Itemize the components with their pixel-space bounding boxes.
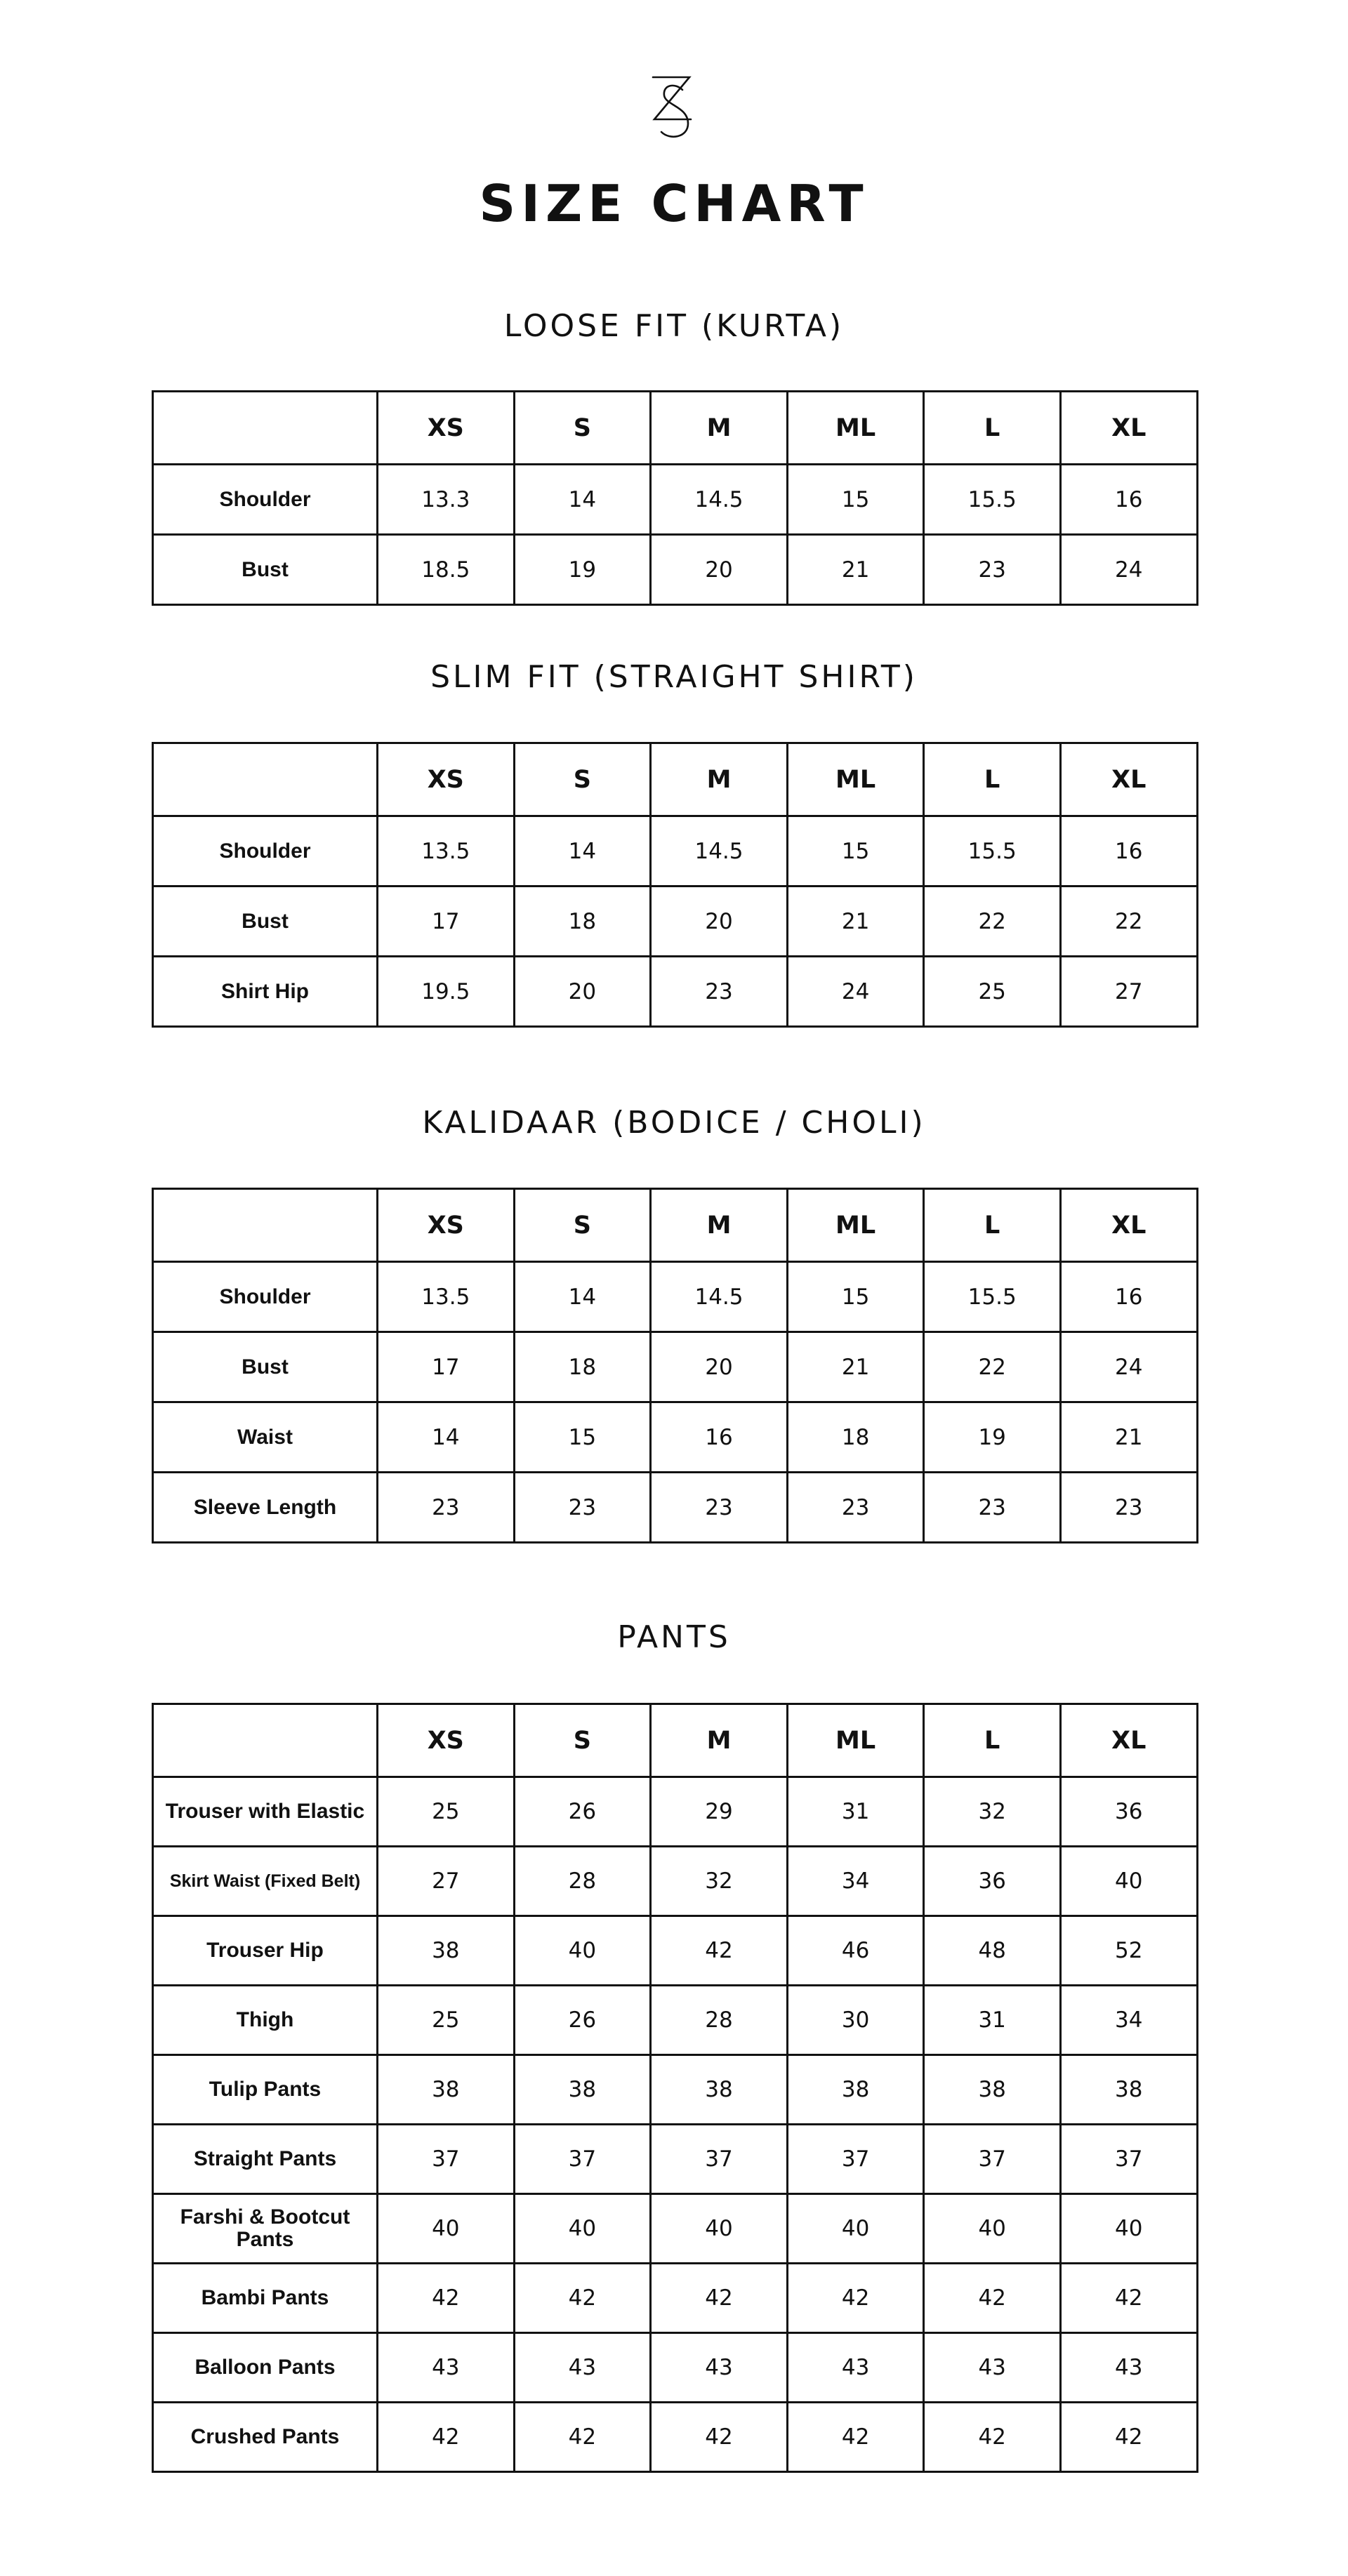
measurement-cell: 42: [651, 1916, 788, 1986]
measurement-cell: 27: [378, 1847, 515, 1916]
table-row: [153, 1402, 1198, 1473]
header-corner-cell: [153, 1704, 378, 1777]
measurement-cell: 38: [651, 2055, 788, 2125]
measurement-cell: 24: [787, 957, 924, 1027]
measurement-cell: 40: [787, 2194, 924, 2264]
measurement-cell: 22: [924, 887, 1061, 957]
measurement-cell: 16: [651, 1402, 788, 1473]
measurement-cell: 38: [787, 2055, 924, 2125]
size-header: L: [924, 392, 1061, 465]
measurement-cell: 27: [1060, 957, 1197, 1027]
row-label: Crushed Pants: [153, 2403, 378, 2472]
row-label: Trouser with Elastic: [153, 1777, 378, 1847]
measurement-cell: 18: [787, 1402, 924, 1473]
row-label: Shoulder: [153, 465, 378, 535]
measurement-cell: 20: [651, 1332, 788, 1402]
measurement-cell: 42: [787, 2403, 924, 2472]
measurement-cell: 34: [787, 1847, 924, 1916]
measurement-cell: 40: [514, 1916, 651, 1986]
measurement-cell: 37: [514, 2125, 651, 2194]
zs-monogram-logo-icon: [639, 70, 709, 147]
measurement-cell: 43: [651, 2333, 788, 2403]
size-header: S: [514, 392, 651, 465]
table-header-row: [153, 743, 1198, 816]
measurement-cell: 32: [924, 1777, 1061, 1847]
measurement-cell: 40: [924, 2194, 1061, 2264]
measurement-cell: 38: [378, 1916, 515, 1986]
measurement-cell: 36: [924, 1847, 1061, 1916]
size-header: S: [514, 1704, 651, 1777]
measurement-cell: 38: [924, 2055, 1061, 2125]
measurement-cell: 24: [1060, 535, 1197, 605]
size-header: XS: [378, 392, 515, 465]
header-corner-cell: [153, 392, 378, 465]
pants-table: [152, 1703, 1198, 2473]
measurement-cell: 42: [651, 2403, 788, 2472]
measurement-cell: 17: [378, 887, 515, 957]
measurement-cell: 36: [1060, 1777, 1197, 1847]
measurement-cell: 31: [924, 1986, 1061, 2055]
row-label: Bambi Pants: [153, 2264, 378, 2333]
table-header-row: [153, 1704, 1198, 1777]
table-row: [153, 465, 1198, 535]
measurement-cell: 43: [378, 2333, 515, 2403]
table-row: [153, 957, 1198, 1027]
table-header-row: [153, 392, 1198, 465]
measurement-cell: 25: [378, 1777, 515, 1847]
measurement-cell: 42: [514, 2264, 651, 2333]
measurement-cell: 20: [651, 887, 788, 957]
measurement-cell: 22: [924, 1332, 1061, 1402]
measurement-cell: 18: [514, 1332, 651, 1402]
row-label: Sleeve Length: [153, 1473, 378, 1543]
table-header-row: [153, 1189, 1198, 1262]
measurement-cell: 29: [651, 1777, 788, 1847]
measurement-cell: 20: [651, 535, 788, 605]
table-row: [153, 887, 1198, 957]
table-row: [153, 2264, 1198, 2333]
measurement-cell: 21: [787, 535, 924, 605]
size-header: L: [924, 1189, 1061, 1262]
measurement-cell: 25: [378, 1986, 515, 2055]
size-header: M: [651, 1189, 788, 1262]
size-header: XL: [1060, 1704, 1197, 1777]
measurement-cell: 16: [1060, 1262, 1197, 1332]
measurement-cell: 23: [924, 1473, 1061, 1543]
row-label: Waist: [153, 1402, 378, 1473]
row-label: Trouser Hip: [153, 1916, 378, 1986]
measurement-cell: 21: [787, 887, 924, 957]
row-label: Shoulder: [153, 816, 378, 887]
measurement-cell: 21: [1060, 1402, 1197, 1473]
row-label: Bust: [153, 1332, 378, 1402]
table-row: [153, 2403, 1198, 2472]
measurement-cell: 19: [514, 535, 651, 605]
row-label: Tulip Pants: [153, 2055, 378, 2125]
measurement-cell: 28: [651, 1986, 788, 2055]
measurement-cell: 25: [924, 957, 1061, 1027]
header-corner-cell: [153, 743, 378, 816]
measurement-cell: 20: [514, 957, 651, 1027]
measurement-cell: 23: [651, 957, 788, 1027]
table-row: [153, 2125, 1198, 2194]
row-label: Straight Pants: [153, 2125, 378, 2194]
loose-fit-table: [152, 390, 1198, 606]
table-row: [153, 1473, 1198, 1543]
measurement-cell: 18.5: [378, 535, 515, 605]
measurement-cell: 43: [924, 2333, 1061, 2403]
measurement-cell: 23: [651, 1473, 788, 1543]
measurement-cell: 37: [787, 2125, 924, 2194]
table-row: [153, 816, 1198, 887]
measurement-cell: 40: [1060, 1847, 1197, 1916]
measurement-cell: 14.5: [651, 465, 788, 535]
measurement-cell: 18: [514, 887, 651, 957]
measurement-cell: 42: [514, 2403, 651, 2472]
size-header: S: [514, 743, 651, 816]
measurement-cell: 26: [514, 1777, 651, 1847]
size-header: ML: [787, 743, 924, 816]
measurement-cell: 14.5: [651, 816, 788, 887]
measurement-cell: 15: [514, 1402, 651, 1473]
measurement-cell: 15.5: [924, 465, 1061, 535]
row-label: Shirt Hip: [153, 957, 378, 1027]
size-header: M: [651, 392, 788, 465]
measurement-cell: 13.3: [378, 465, 515, 535]
measurement-cell: 23: [924, 535, 1061, 605]
slim-fit-table: [152, 742, 1198, 1028]
section-title-loose-fit: LOOSE FIT (KURTA): [503, 308, 845, 344]
measurement-cell: 19.5: [378, 957, 515, 1027]
row-label: Thigh: [153, 1986, 378, 2055]
measurement-cell: 23: [1060, 1473, 1197, 1543]
measurement-cell: 30: [787, 1986, 924, 2055]
row-label: Shoulder: [153, 1262, 378, 1332]
size-header: M: [651, 743, 788, 816]
measurement-cell: 37: [924, 2125, 1061, 2194]
measurement-cell: 14.5: [651, 1262, 788, 1332]
measurement-cell: 42: [787, 2264, 924, 2333]
table-row: [153, 1332, 1198, 1402]
measurement-cell: 14: [514, 1262, 651, 1332]
measurement-cell: 13.5: [378, 816, 515, 887]
measurement-cell: 42: [924, 2264, 1061, 2333]
measurement-cell: 38: [514, 2055, 651, 2125]
size-header: XL: [1060, 392, 1197, 465]
measurement-cell: 46: [787, 1916, 924, 1986]
measurement-cell: 48: [924, 1916, 1061, 1986]
measurement-cell: 14: [378, 1402, 515, 1473]
table-row: [153, 2194, 1198, 2264]
measurement-cell: 23: [787, 1473, 924, 1543]
measurement-cell: 15: [787, 465, 924, 535]
measurement-cell: 23: [514, 1473, 651, 1543]
row-label: Skirt Waist (Fixed Belt): [153, 1847, 378, 1916]
measurement-cell: 19: [924, 1402, 1061, 1473]
page-title: SIZE CHART: [479, 174, 869, 233]
size-header: XL: [1060, 743, 1197, 816]
measurement-cell: 40: [514, 2194, 651, 2264]
measurement-cell: 22: [1060, 887, 1197, 957]
row-label: Bust: [153, 887, 378, 957]
kalidaar-table: [152, 1188, 1198, 1543]
table-row: [153, 2333, 1198, 2403]
measurement-cell: 15.5: [924, 1262, 1061, 1332]
measurement-cell: 31: [787, 1777, 924, 1847]
size-header: XS: [378, 743, 515, 816]
section-title-slim-fit: SLIM FIT (STRAIGHT SHIRT): [430, 659, 918, 695]
measurement-cell: 14: [514, 465, 651, 535]
row-label: Farshi & Bootcut Pants: [153, 2194, 378, 2264]
measurement-cell: 43: [787, 2333, 924, 2403]
measurement-cell: 40: [378, 2194, 515, 2264]
measurement-cell: 23: [378, 1473, 515, 1543]
measurement-cell: 42: [378, 2264, 515, 2333]
size-header: L: [924, 743, 1061, 816]
row-label: Bust: [153, 535, 378, 605]
table-row: [153, 1777, 1198, 1847]
measurement-cell: 34: [1060, 1986, 1197, 2055]
measurement-cell: 15: [787, 1262, 924, 1332]
table-row: [153, 535, 1198, 605]
size-header: L: [924, 1704, 1061, 1777]
measurement-cell: 16: [1060, 465, 1197, 535]
measurement-cell: 52: [1060, 1916, 1197, 1986]
size-header: S: [514, 1189, 651, 1262]
measurement-cell: 38: [378, 2055, 515, 2125]
measurement-cell: 17: [378, 1332, 515, 1402]
row-label: Balloon Pants: [153, 2333, 378, 2403]
measurement-cell: 13.5: [378, 1262, 515, 1332]
measurement-cell: 40: [651, 2194, 788, 2264]
size-header: M: [651, 1704, 788, 1777]
measurement-cell: 32: [651, 1847, 788, 1916]
size-header: XS: [378, 1189, 515, 1262]
measurement-cell: 14: [514, 816, 651, 887]
measurement-cell: 15: [787, 816, 924, 887]
measurement-cell: 26: [514, 1986, 651, 2055]
size-header: XS: [378, 1704, 515, 1777]
measurement-cell: 16: [1060, 816, 1197, 887]
measurement-cell: 38: [1060, 2055, 1197, 2125]
measurement-cell: 28: [514, 1847, 651, 1916]
measurement-cell: 43: [514, 2333, 651, 2403]
table-row: [153, 1986, 1198, 2055]
header-corner-cell: [153, 1189, 378, 1262]
table-row: [153, 1916, 1198, 1986]
measurement-cell: 42: [924, 2403, 1061, 2472]
measurement-cell: 21: [787, 1332, 924, 1402]
measurement-cell: 15.5: [924, 816, 1061, 887]
measurement-cell: 40: [1060, 2194, 1197, 2264]
measurement-cell: 37: [378, 2125, 515, 2194]
measurement-cell: 42: [1060, 2264, 1197, 2333]
measurement-cell: 43: [1060, 2333, 1197, 2403]
section-title-kalidaar: KALIDAAR (BODICE / CHOLI): [422, 1105, 926, 1141]
section-title-pants: PANTS: [617, 1619, 731, 1655]
size-header: ML: [787, 392, 924, 465]
table-row: [153, 2055, 1198, 2125]
measurement-cell: 42: [378, 2403, 515, 2472]
size-header: ML: [787, 1189, 924, 1262]
table-row: [153, 1847, 1198, 1916]
table-row: [153, 1262, 1198, 1332]
measurement-cell: 42: [1060, 2403, 1197, 2472]
measurement-cell: 37: [1060, 2125, 1197, 2194]
measurement-cell: 42: [651, 2264, 788, 2333]
size-header: XL: [1060, 1189, 1197, 1262]
measurement-cell: 24: [1060, 1332, 1197, 1402]
size-header: ML: [787, 1704, 924, 1777]
measurement-cell: 37: [651, 2125, 788, 2194]
